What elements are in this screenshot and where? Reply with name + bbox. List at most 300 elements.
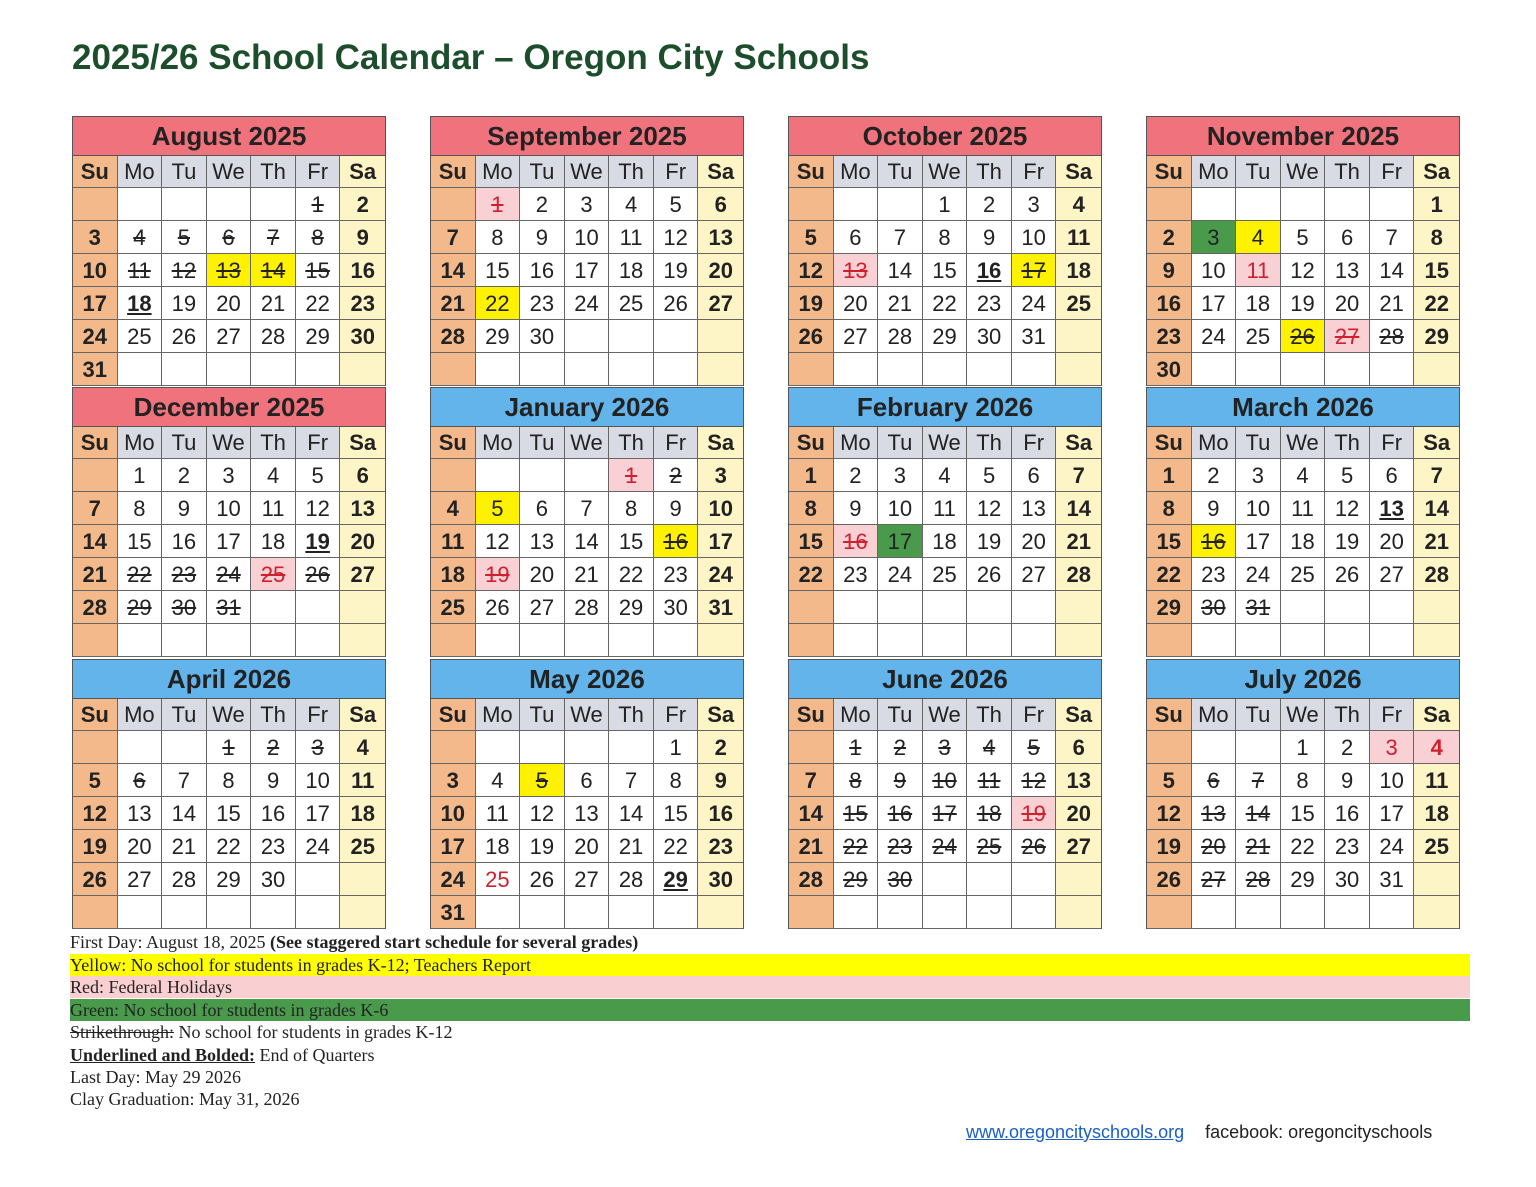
day-cell: 6 [520,492,565,525]
day-cell: 15 [609,525,654,558]
month-days-grid [789,699,1101,929]
day-cell: 21 [1056,525,1101,558]
day-cell: 8 [1414,221,1459,254]
day-cell: 19 [520,830,565,863]
day-cell: 24 [878,558,923,591]
weekday-header: Tu [162,427,207,459]
weekday-header: Th [967,699,1012,731]
weekday-header: Tu [1236,427,1281,459]
weekday-header: Fr [296,156,341,188]
day-cell: 30 [967,320,1012,353]
day-cell: 6 [1192,764,1237,797]
day-cell: 5 [654,188,699,221]
empty-day-cell [1012,896,1057,929]
weekday-header: We [923,699,968,731]
month-february-2026 [788,387,1102,657]
weekday-header: Mo [1192,427,1237,459]
empty-day-cell [1056,896,1101,929]
day-cell: 1 [296,188,341,221]
weekday-header: We [207,156,252,188]
underline-text: End of Quarters [255,1045,375,1065]
month-title: August 2025 [73,117,385,156]
day-cell: 10 [296,764,341,797]
day-cell: 18 [967,797,1012,830]
day-cell: 2 [1192,459,1237,492]
day-cell: 6 [118,764,163,797]
day-cell: 18 [1281,525,1326,558]
weekday-header: Th [251,699,296,731]
month-april-2026 [72,659,386,929]
day-cell: 25 [1414,830,1459,863]
day-cell: 17 [1236,525,1281,558]
month-days-grid [431,427,743,657]
day-cell: 23 [698,830,743,863]
weekday-header: Fr [1370,427,1415,459]
day-cell: 2 [520,188,565,221]
day-cell: 23 [162,558,207,591]
day-cell: 28 [565,591,610,624]
day-cell: 2 [654,459,699,492]
empty-day-cell [1056,353,1101,386]
empty-day-cell [296,863,341,896]
day-cell: 18 [1414,797,1459,830]
day-cell: 16 [834,525,879,558]
day-cell: 22 [1281,830,1326,863]
empty-day-cell [431,188,476,221]
weekday-header: Su [73,427,118,459]
day-cell: 24 [207,558,252,591]
day-cell: 26 [967,558,1012,591]
weekday-header: Mo [834,156,879,188]
day-cell: 20 [207,287,252,320]
empty-day-cell [923,863,968,896]
day-cell: 21 [431,287,476,320]
empty-day-cell [1012,353,1057,386]
day-cell: 18 [340,797,385,830]
day-cell: 2 [162,459,207,492]
day-cell: 7 [162,764,207,797]
day-cell: 26 [654,287,699,320]
empty-day-cell [878,188,923,221]
empty-day-cell [1370,896,1415,929]
day-cell: 16 [1325,797,1370,830]
empty-day-cell [118,731,163,764]
weekday-header: Fr [1012,156,1057,188]
day-cell: 5 [73,764,118,797]
weekday-header: Tu [1236,699,1281,731]
month-days-grid [1147,427,1459,657]
day-cell: 7 [251,221,296,254]
day-cell: 11 [340,764,385,797]
empty-day-cell [1147,896,1192,929]
day-cell: 26 [520,863,565,896]
empty-day-cell [609,320,654,353]
month-days-grid [789,427,1101,657]
day-cell: 24 [565,287,610,320]
day-cell: 16 [520,254,565,287]
day-cell: 14 [609,797,654,830]
day-cell: 4 [923,459,968,492]
empty-day-cell [1370,591,1415,624]
month-days-grid [431,156,743,386]
day-cell: 20 [565,830,610,863]
day-cell: 16 [1192,525,1237,558]
month-september-2025 [430,116,744,386]
empty-day-cell [431,624,476,657]
day-cell: 17 [1192,287,1237,320]
day-cell: 21 [251,287,296,320]
day-cell: 7 [878,221,923,254]
day-cell: 10 [1370,764,1415,797]
month-days-grid [73,699,385,929]
empty-day-cell [1192,624,1237,657]
day-cell: 19 [654,254,699,287]
month-title: April 2026 [73,660,385,699]
weekday-header: Mo [834,699,879,731]
day-cell: 14 [73,525,118,558]
day-cell: 13 [834,254,879,287]
day-cell: 28 [1056,558,1101,591]
day-cell: 15 [296,254,341,287]
day-cell: 20 [340,525,385,558]
day-cell: 7 [565,492,610,525]
day-cell: 13 [565,797,610,830]
day-cell: 23 [251,830,296,863]
empty-day-cell [520,459,565,492]
empty-day-cell [207,188,252,221]
month-january-2026 [430,387,744,657]
empty-day-cell [1012,591,1057,624]
day-cell: 15 [789,525,834,558]
day-cell: 22 [923,287,968,320]
day-cell: 26 [476,591,521,624]
day-cell: 17 [565,254,610,287]
day-cell: 11 [1414,764,1459,797]
day-cell: 26 [1012,830,1057,863]
day-cell: 15 [834,797,879,830]
strike-text: No school for students in grades K-12 [174,1022,453,1042]
empty-day-cell [967,896,1012,929]
day-cell: 1 [118,459,163,492]
day-cell: 27 [1325,320,1370,353]
legend-last-day: Last Day: May 29 2026 [70,1067,241,1087]
empty-day-cell [251,353,296,386]
empty-day-cell [1056,863,1101,896]
weekday-header: Fr [296,699,341,731]
day-cell: 2 [698,731,743,764]
day-cell: 13 [1192,797,1237,830]
day-cell: 22 [789,558,834,591]
day-cell: 16 [654,525,699,558]
weekday-header: Th [1325,427,1370,459]
day-cell: 16 [162,525,207,558]
day-cell: 22 [1414,287,1459,320]
weekday-header: We [1281,156,1326,188]
empty-day-cell [1236,731,1281,764]
day-cell: 14 [1236,797,1281,830]
day-cell: 6 [340,459,385,492]
day-cell: 29 [834,863,879,896]
day-cell: 21 [609,830,654,863]
day-cell: 19 [162,287,207,320]
day-cell: 15 [923,254,968,287]
empty-day-cell [1056,624,1101,657]
month-march-2026 [1146,387,1460,657]
empty-day-cell [207,624,252,657]
day-cell: 4 [609,188,654,221]
day-cell: 25 [1236,320,1281,353]
day-cell: 11 [923,492,968,525]
empty-day-cell [431,459,476,492]
empty-day-cell [1012,624,1057,657]
day-cell: 18 [431,558,476,591]
empty-day-cell [923,896,968,929]
day-cell: 26 [296,558,341,591]
day-cell: 28 [1370,320,1415,353]
weekday-header: Sa [1056,156,1101,188]
month-days-grid [789,156,1101,386]
weekday-header: Su [789,699,834,731]
empty-day-cell [1370,624,1415,657]
day-cell: 11 [609,221,654,254]
day-cell: 5 [1147,764,1192,797]
month-title: January 2026 [431,388,743,427]
day-cell: 31 [431,896,476,929]
month-october-2025 [788,116,1102,386]
weekday-header: Tu [520,156,565,188]
day-cell: 31 [1236,591,1281,624]
day-cell: 10 [1192,254,1237,287]
day-cell: 29 [1414,320,1459,353]
empty-day-cell [73,188,118,221]
day-cell: 15 [476,254,521,287]
day-cell: 3 [698,459,743,492]
weekday-header: Mo [476,699,521,731]
weekday-header: Mo [834,427,879,459]
day-cell: 4 [1281,459,1326,492]
weekday-header: Th [609,699,654,731]
day-cell: 10 [923,764,968,797]
empty-day-cell [162,731,207,764]
month-days-grid [73,427,385,657]
day-cell: 3 [1012,188,1057,221]
day-cell: 10 [698,492,743,525]
empty-day-cell [1325,188,1370,221]
day-cell: 9 [1325,764,1370,797]
day-cell: 8 [923,221,968,254]
day-cell: 28 [251,320,296,353]
day-cell: 9 [340,221,385,254]
day-cell: 26 [1147,863,1192,896]
empty-day-cell [1147,731,1192,764]
day-cell: 9 [834,492,879,525]
day-cell: 1 [789,459,834,492]
day-cell: 20 [698,254,743,287]
day-cell: 18 [118,287,163,320]
day-cell: 31 [1012,320,1057,353]
empty-day-cell [162,624,207,657]
day-cell: 24 [1012,287,1057,320]
empty-day-cell [878,896,923,929]
empty-day-cell [1236,353,1281,386]
day-cell: 24 [1370,830,1415,863]
empty-day-cell [251,591,296,624]
day-cell: 8 [118,492,163,525]
empty-day-cell [476,459,521,492]
empty-day-cell [1414,863,1459,896]
empty-day-cell [1325,896,1370,929]
day-cell: 29 [654,863,699,896]
legend-underline [70,1044,1470,1066]
weekday-header: Mo [1192,699,1237,731]
day-cell: 1 [834,731,879,764]
day-cell: 25 [967,830,1012,863]
day-cell: 28 [73,591,118,624]
day-cell: 17 [1012,254,1057,287]
day-cell: 19 [1325,525,1370,558]
day-cell: 6 [1012,459,1057,492]
website-link[interactable]: www.oregoncityschools.org [966,1122,1185,1142]
empty-day-cell [251,896,296,929]
day-cell: 13 [1056,764,1101,797]
day-cell: 1 [207,731,252,764]
empty-day-cell [73,731,118,764]
empty-day-cell [565,320,610,353]
day-cell: 1 [923,188,968,221]
day-cell: 4 [118,221,163,254]
empty-day-cell [207,353,252,386]
day-cell: 26 [789,320,834,353]
day-cell: 10 [1012,221,1057,254]
weekday-header: Sa [1056,699,1101,731]
day-cell: 19 [73,830,118,863]
day-cell: 15 [1147,525,1192,558]
weekday-header: Su [431,699,476,731]
weekday-header: We [207,427,252,459]
weekday-header: Tu [878,427,923,459]
day-cell: 16 [340,254,385,287]
empty-day-cell [1414,591,1459,624]
empty-day-cell [967,863,1012,896]
empty-day-cell [1192,353,1237,386]
day-cell: 30 [1192,591,1237,624]
empty-day-cell [476,896,521,929]
empty-day-cell [73,459,118,492]
day-cell: 25 [476,863,521,896]
day-cell: 11 [118,254,163,287]
month-title: October 2025 [789,117,1101,156]
weekday-header: Th [251,156,296,188]
empty-day-cell [654,896,699,929]
day-cell: 8 [1147,492,1192,525]
day-cell: 7 [1370,221,1415,254]
weekday-header: Th [609,427,654,459]
day-cell: 20 [1192,830,1237,863]
day-cell: 27 [118,863,163,896]
empty-day-cell [1012,863,1057,896]
empty-day-cell [520,896,565,929]
day-cell: 27 [1370,558,1415,591]
empty-day-cell [1414,896,1459,929]
day-cell: 30 [878,863,923,896]
day-cell: 23 [878,830,923,863]
weekday-header: Sa [698,699,743,731]
day-cell: 9 [251,764,296,797]
day-cell: 30 [1325,863,1370,896]
day-cell: 17 [296,797,341,830]
day-cell: 29 [207,863,252,896]
day-cell: 6 [834,221,879,254]
day-cell: 27 [340,558,385,591]
day-cell: 11 [1056,221,1101,254]
day-cell: 18 [476,830,521,863]
day-cell: 10 [431,797,476,830]
day-cell: 3 [207,459,252,492]
weekday-header: Su [431,156,476,188]
day-cell: 18 [1056,254,1101,287]
day-cell: 21 [565,558,610,591]
day-cell: 23 [1192,558,1237,591]
month-may-2026 [430,659,744,929]
empty-day-cell [565,624,610,657]
empty-day-cell [609,731,654,764]
empty-day-cell [698,624,743,657]
weekday-header: Sa [1414,699,1459,731]
day-cell: 24 [431,863,476,896]
month-days-grid [1147,156,1459,386]
day-cell: 28 [1236,863,1281,896]
day-cell: 22 [834,830,879,863]
day-cell: 18 [923,525,968,558]
day-cell: 22 [476,287,521,320]
legend-green: Green: No school for students in grades K-6 [70,999,1470,1021]
empty-day-cell [1056,320,1101,353]
day-cell: 22 [654,830,699,863]
empty-day-cell [834,591,879,624]
day-cell: 5 [1012,731,1057,764]
day-cell: 5 [1325,459,1370,492]
empty-day-cell [476,353,521,386]
empty-day-cell [878,591,923,624]
empty-day-cell [565,459,610,492]
day-cell: 19 [296,525,341,558]
day-cell: 16 [698,797,743,830]
legend-first-day [70,931,1470,953]
day-cell: 6 [207,221,252,254]
weekday-header: Th [967,156,1012,188]
weekday-header: Tu [878,156,923,188]
empty-day-cell [609,896,654,929]
day-cell: 22 [1147,558,1192,591]
day-cell: 6 [1056,731,1101,764]
empty-day-cell [698,320,743,353]
empty-day-cell [520,731,565,764]
day-cell: 20 [834,287,879,320]
empty-day-cell [431,731,476,764]
empty-day-cell [878,353,923,386]
empty-day-cell [207,896,252,929]
weekday-header: Tu [520,427,565,459]
empty-day-cell [834,896,879,929]
weekday-header: Th [251,427,296,459]
day-cell: 4 [340,731,385,764]
empty-day-cell [967,353,1012,386]
weekday-header: Sa [1414,156,1459,188]
day-cell: 9 [1192,492,1237,525]
day-cell: 4 [431,492,476,525]
day-cell: 9 [1147,254,1192,287]
empty-day-cell [296,591,341,624]
